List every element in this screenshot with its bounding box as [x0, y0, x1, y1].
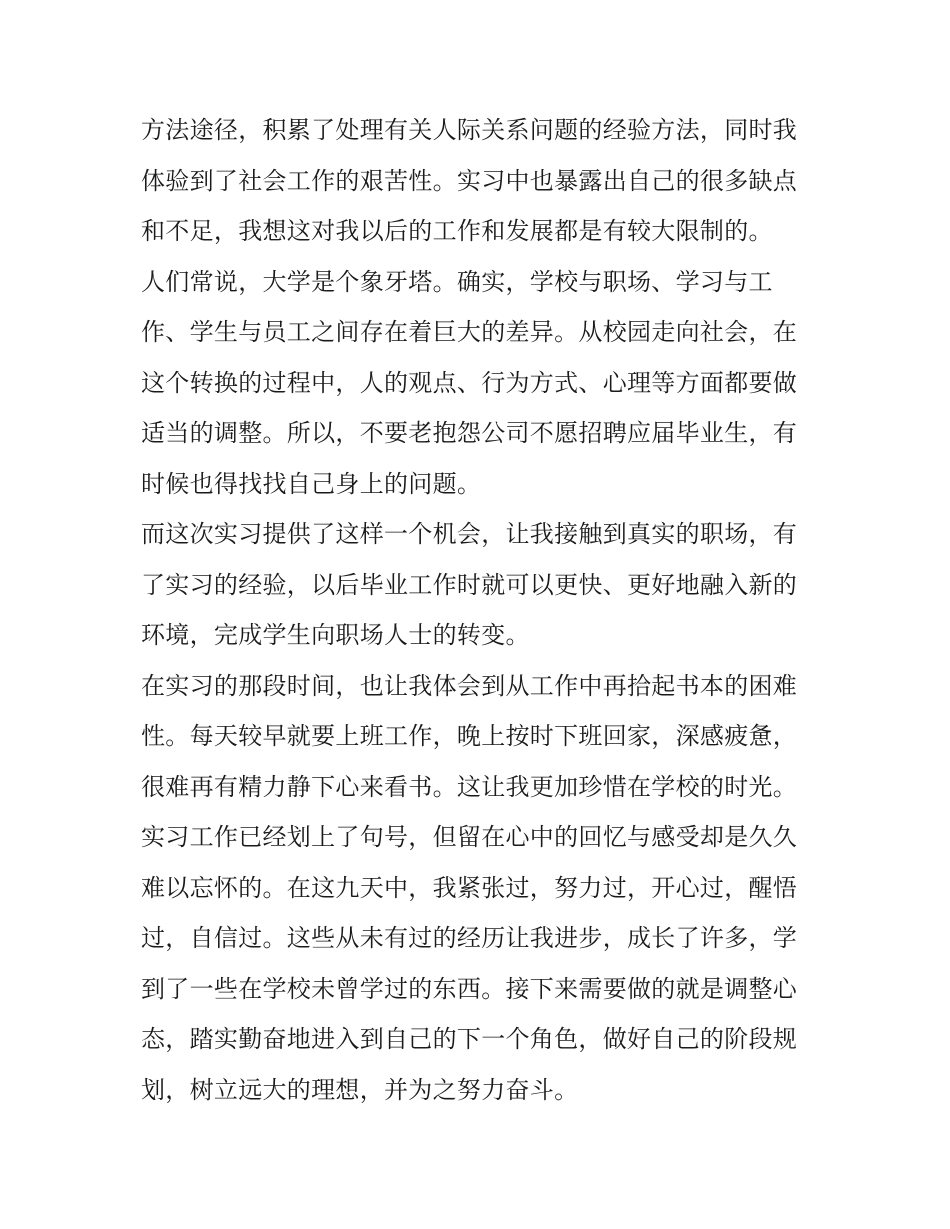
text-line: 环境，完成学生向职场人士的转变。 [141, 621, 530, 649]
text-line: 在实习的那段时间，也让我体会到从工作中再拾起书本的困难 [141, 671, 798, 700]
text-line: 体验到了社会工作的艰苦性。实习中也暴露出自己的很多缺点 [141, 166, 798, 195]
text-line: 过，自信过。这些从未有过的经历让我进步，成长了许多，学 [141, 924, 798, 952]
text-line: 作、学生与员工之间存在着巨大的差异。从校园走向社会，在 [141, 318, 798, 346]
text-line: 方法途径，积累了处理有关人际关系问题的经验方法，同时我 [141, 116, 798, 144]
text-line: 适当的调整。所以，不要老抱怨公司不愿招聘应届毕业生，有 [141, 419, 798, 447]
text-line: 人们常说，大学是个象牙塔。确实，学校与职场、学习与工 [141, 267, 773, 296]
text-line: 到了一些在学校未曾学过的东西。接下来需要做的就是调整心 [141, 974, 798, 1003]
text-line: 性。每天较早就要上班工作，晚上按时下班回家，深感疲惫， [141, 722, 798, 750]
text-line: 态，踏实勤奋地进入到自己的下一个角色，做好自己的阶段规 [141, 1025, 798, 1053]
text-line: 这个转换的过程中，人的观点、行为方式、心理等方面都要做 [141, 368, 798, 397]
text-line: 实习工作已经划上了句号，但留在心中的回忆与感受却是久久 [141, 823, 798, 851]
text-line: 划，树立远大的理想，并为之努力奋斗。 [141, 1075, 579, 1104]
text-line: 和不足，我想这对我以后的工作和发展都是有较大限制的。 [141, 217, 773, 245]
text-line: 而这次实习提供了这样一个机会，让我接触到真实的职场，有 [141, 520, 798, 548]
text-line: 时候也得找找自己身上的问题。 [141, 469, 482, 498]
text-line: 了实习的经验，以后毕业工作时就可以更快、更好地融入新的 [141, 570, 798, 599]
text-line: 难以忘怀的。在这九天中，我紧张过，努力过，开心过，醒悟 [141, 873, 798, 902]
text-line: 很难再有精力静下心来看书。这让我更加珍惜在学校的时光。 [141, 772, 798, 801]
body-text [141, 105, 821, 1115]
